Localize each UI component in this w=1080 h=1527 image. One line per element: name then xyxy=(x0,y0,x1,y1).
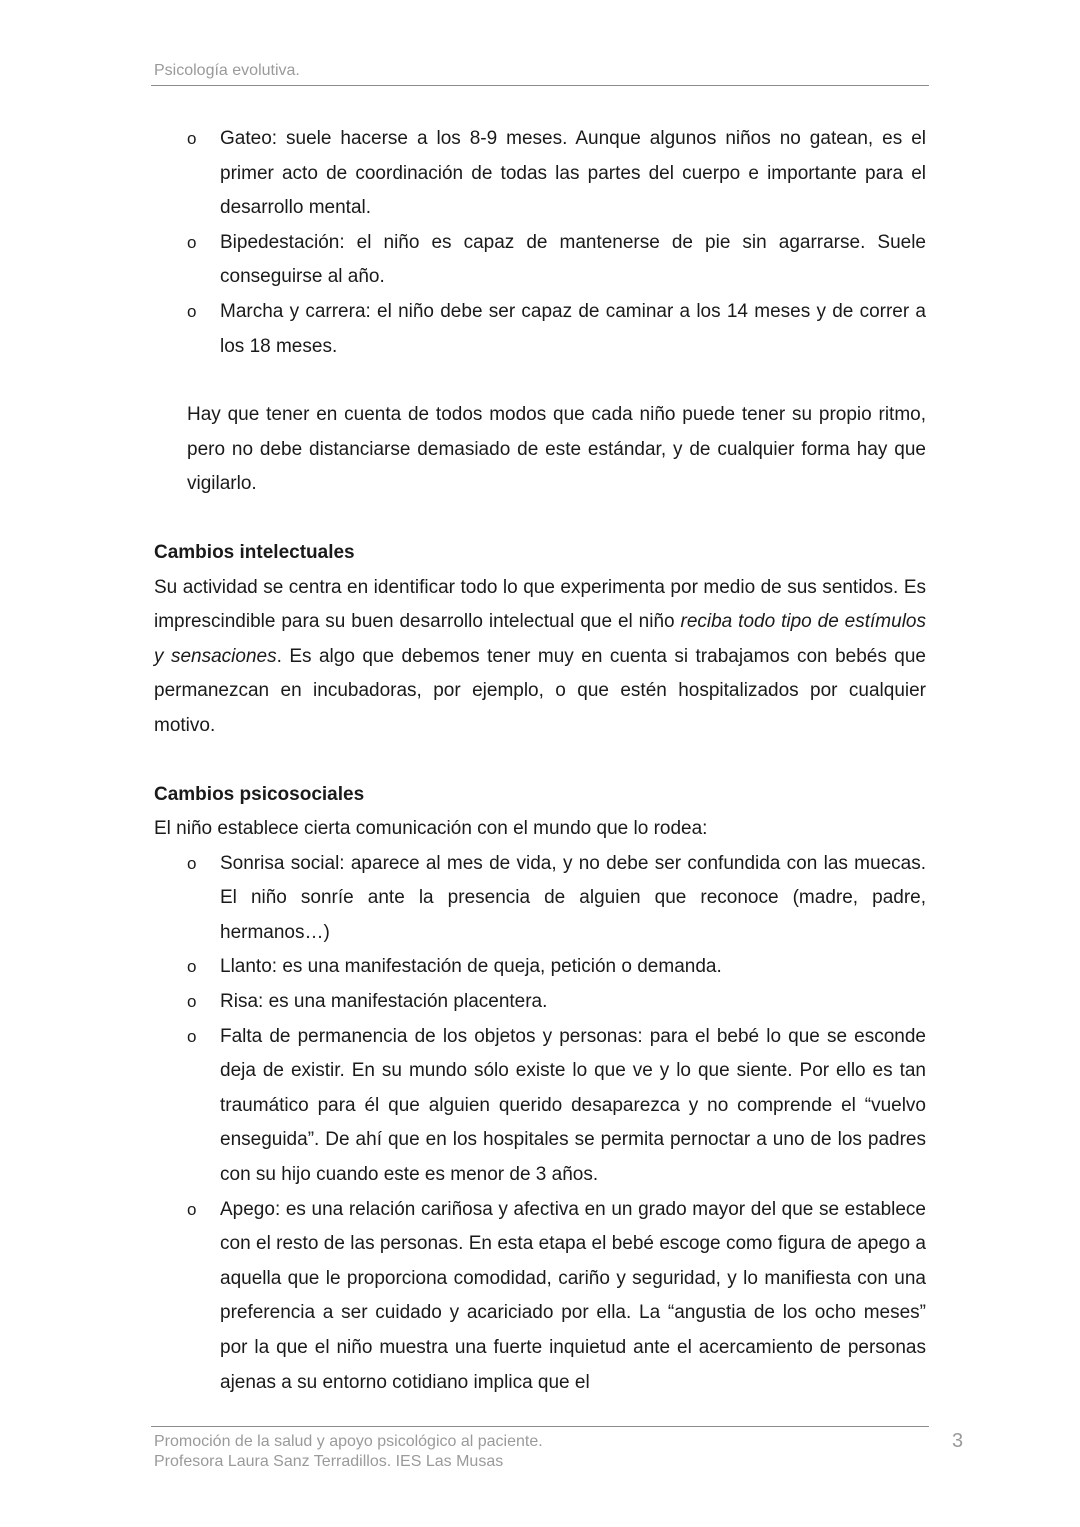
psychosocial-intro: El niño establece cierta comunicación con el mundo que lo rodea: xyxy=(154,818,708,840)
bullet-circle-icon: o xyxy=(187,232,197,252)
footer-author: Profesora Laura Sanz Terradillos. IES Las Musas xyxy=(154,1452,504,1470)
header-divider xyxy=(151,85,929,86)
emphasis-text: reciba todo tipo de estímulos y sensaciones xyxy=(154,611,926,667)
page-footer xyxy=(154,1432,543,1471)
bullet-circle-icon: o xyxy=(187,301,197,321)
page-body xyxy=(154,122,926,1400)
bullet-circle-icon: o xyxy=(187,129,197,148)
motor-note-paragraph: Hay que tener en cuenta de todos modos que cada niño puede tener su propio ritmo, pero no debe distanciarse demasiado de este estándar, y de cualquier forma hay que vigilarlo. xyxy=(187,404,926,495)
list-item: o Sonrisa social: aparece al mes de vida, y no debe ser confundida con las muecas. El niño sonríe ante la presencia de alguien que reconoce (madre, padre, hermanos…) xyxy=(220,847,926,951)
motor-milestones-list xyxy=(154,122,926,364)
list-item: o Risa: es una manifestación placentera. xyxy=(220,985,926,1020)
bullet-circle-icon: o xyxy=(187,957,197,977)
page-header: Psicología evolutiva. xyxy=(154,62,300,79)
list-item: o Bipedestación: el niño es capaz de mantenerse de pie sin agarrarse. Suele conseguirse al año. xyxy=(220,226,926,295)
page-number: 3 xyxy=(952,1430,964,1452)
bullet-circle-icon: o xyxy=(187,1026,197,1046)
footer-divider xyxy=(151,1426,929,1427)
psychosocial-list xyxy=(154,847,926,1401)
list-item: o Apego: es una relación cariñosa y afectiva en un grado mayor del que se establece con el resto de las personas. En esta etapa el bebé escoge como figura de apego a aquella que le proporciona comodidad, cariño y seguridad, y lo manifiesta con una preferencia a ser cuidado y acariciado por ella. La “angustia de los ocho meses” por la que el niño muestra una fuerte inquietud ante el acercamiento de personas ajenas a su entorno cotidiano implica que el xyxy=(220,1193,926,1401)
list-item: o Falta de permanencia de los objetos y personas: para el bebé lo que se esconde deja de existir. En su mundo sólo existe lo que ve y lo que siente. Por ello es tan traumático para él que alguien querido desaparezca y no comprende el “vuelvo enseguida”. De ahí que en los hospitales se permita pernoctar a uno de los padres con su hijo cuando este es menor de 3 años. xyxy=(220,1020,926,1193)
footer-course: Promoción de la salud y apoyo psicológico al paciente. xyxy=(154,1433,543,1450)
bullet-circle-icon: o xyxy=(187,853,197,873)
intellectual-paragraph: Su actividad se centra en identificar todo lo que experimenta por medio de sus sentidos. Es imprescindible para su buen desarrollo intelectual que el niño reciba todo tipo de estímulos y sensaciones. Es algo que debemos tener muy en cuenta si trabajamos con bebés que permanezcan en incubadoras, por ejemplo, o que estén hospitalizados por cualquier motivo. xyxy=(154,576,926,736)
list-item: o Llanto: es una manifestación de queja, petición o demanda. xyxy=(220,950,926,985)
bullet-circle-icon: o xyxy=(187,1199,197,1219)
section-heading-intellectual: Cambios intelectuales xyxy=(154,541,355,563)
section-heading-psychosocial: Cambios psicosociales xyxy=(154,783,365,805)
list-item: o Gateo: suele hacerse a los 8-9 meses. Aunque algunos niños no gatean, es el primer acto de coordinación de todas las partes del cuerpo e importante para el desarrollo mental. xyxy=(220,122,926,226)
bullet-circle-icon: o xyxy=(187,992,197,1012)
list-item: o Marcha y carrera: el niño debe ser capaz de caminar a los 14 meses y de correr a los 18 meses. xyxy=(220,295,926,364)
